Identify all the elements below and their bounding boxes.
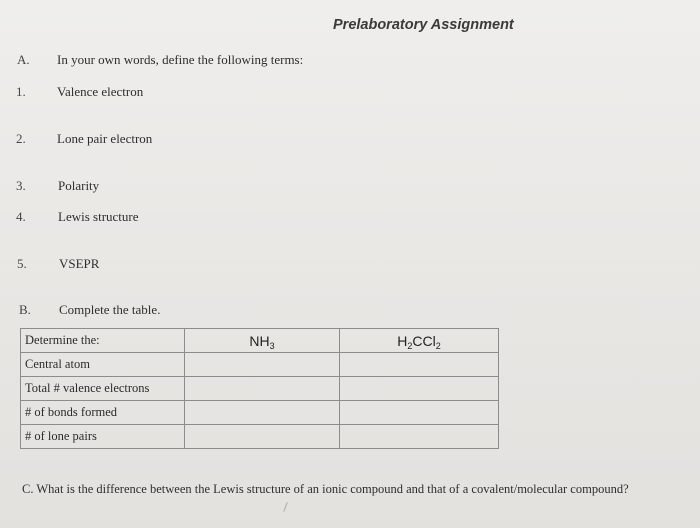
section-c-question: C. What is the difference between the Lewis structure of an ionic compound and that of a covalent/molecular compound? (22, 482, 629, 496)
h2ccl2-h-subscript: 2 (407, 340, 413, 351)
header-h2ccl2 (340, 329, 499, 353)
row-label-bonds-formed: # of bonds formed (21, 401, 185, 425)
pen-mark (283, 502, 287, 512)
row-label-lone-pairs: # of lone pairs (21, 425, 185, 449)
item-2-number: 2. (16, 131, 26, 146)
nh3-base: NH (249, 332, 270, 349)
h2ccl2-cl-subscript: 2 (435, 340, 441, 351)
term-lone-pair-electron: Lone pair electron (57, 131, 153, 146)
table-row (21, 353, 499, 377)
h2ccl2-ccl: CCl (412, 332, 436, 349)
row-label-total-valence: Total # valence electrons (21, 377, 185, 401)
header-nh3 (185, 329, 340, 353)
item-5-number: 5. (17, 256, 27, 271)
cell-nh3-total-valence[interactable] (185, 377, 340, 401)
cell-nh3-central-atom[interactable] (185, 353, 340, 377)
item-1-number: 1. (16, 84, 26, 99)
section-b-instruction: Complete the table. (59, 302, 161, 317)
table-corner-cell: Determine the: (21, 329, 185, 353)
term-valence-electron: Valence electron (57, 84, 144, 99)
cell-h2ccl2-bonds-formed[interactable] (340, 401, 499, 425)
item-3-number: 3. (16, 178, 26, 193)
term-polarity: Polarity (58, 178, 100, 193)
section-a-instruction: In your own words, define the following terms: (57, 52, 304, 67)
h2ccl2-h: H (397, 332, 408, 349)
section-a-marker: A. (17, 52, 30, 67)
table-row (21, 377, 499, 401)
nh3-subscript: 3 (269, 340, 275, 351)
cell-nh3-lone-pairs[interactable] (185, 425, 340, 449)
table-row (21, 401, 499, 425)
cell-h2ccl2-total-valence[interactable] (340, 377, 499, 401)
term-lewis-structure: Lewis structure (58, 209, 139, 224)
cell-nh3-bonds-formed[interactable] (185, 401, 340, 425)
section-b-marker: B. (19, 302, 31, 317)
table-header-row (21, 329, 499, 353)
item-4-number: 4. (16, 209, 26, 224)
row-label-central-atom: Central atom (21, 353, 185, 377)
table-row (21, 425, 499, 449)
cell-h2ccl2-lone-pairs[interactable] (340, 425, 499, 449)
page-title: Prelaboratory Assignment (333, 17, 514, 33)
term-vsepr: VSEPR (59, 256, 100, 271)
lewis-table (20, 328, 499, 449)
cell-h2ccl2-central-atom[interactable] (340, 353, 499, 377)
